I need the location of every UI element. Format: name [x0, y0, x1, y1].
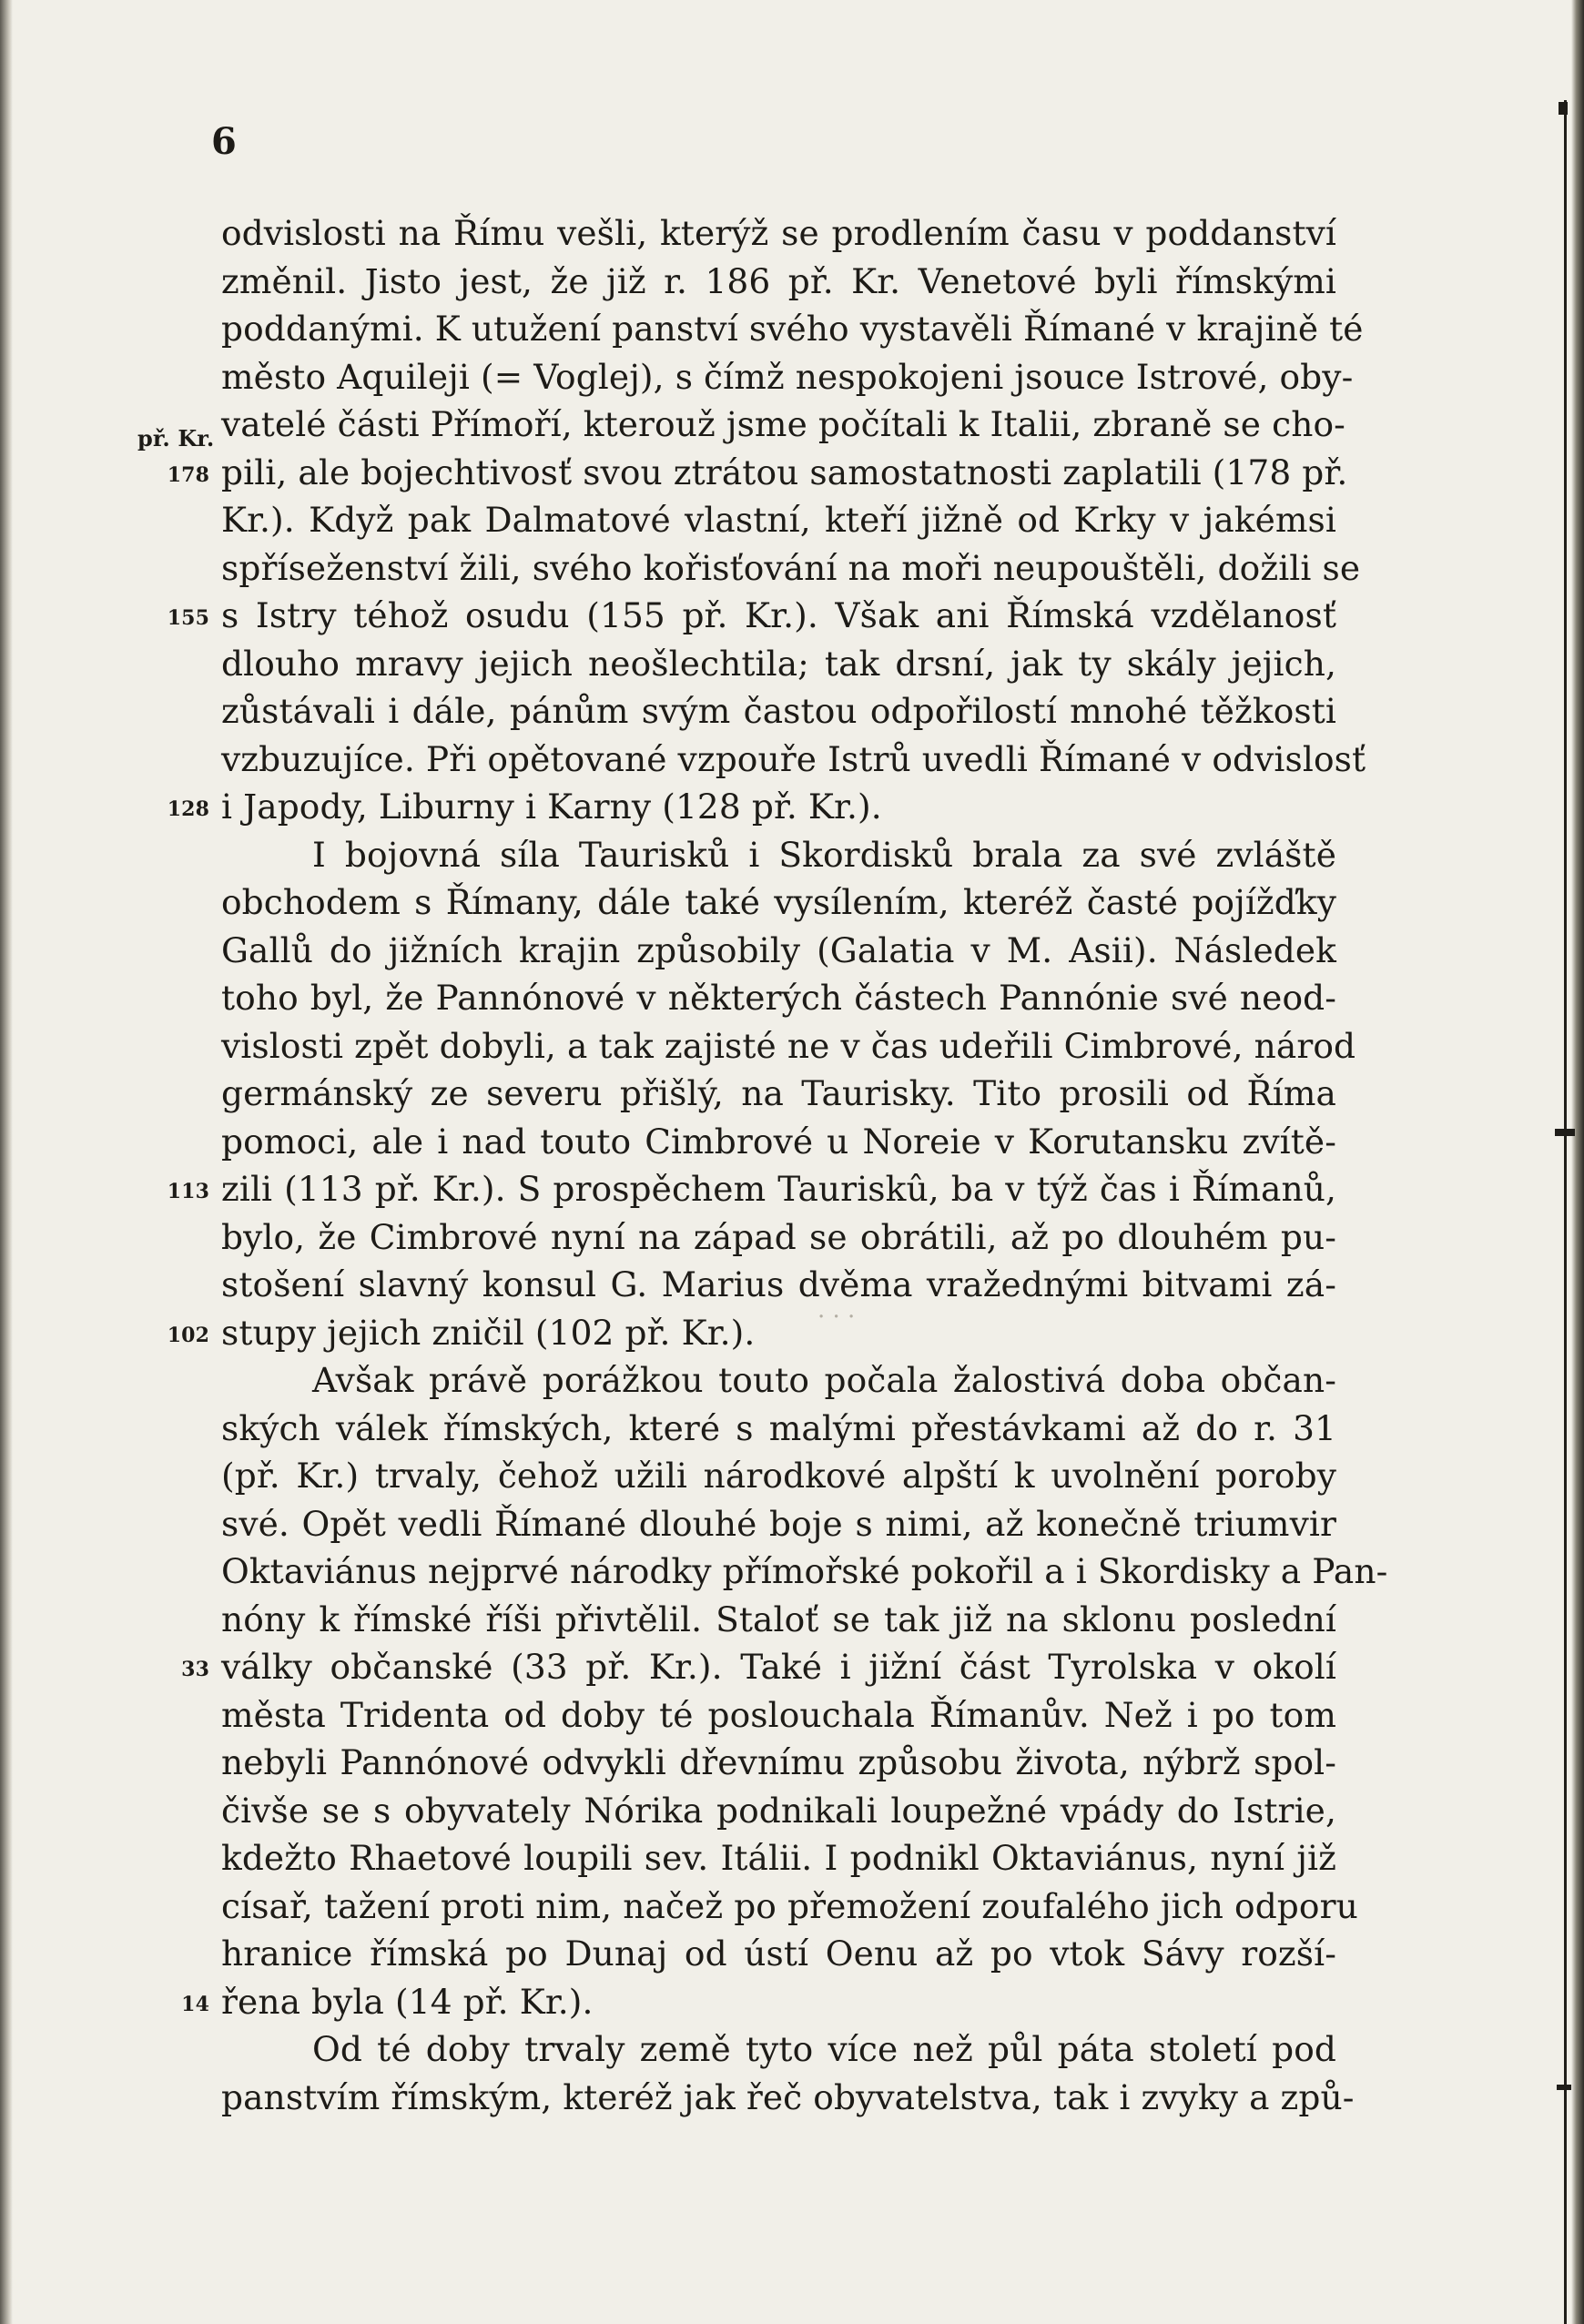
text-line-content: Avšak právě porážkou touto počala žalostivá doba občan- [312, 1360, 1336, 1400]
text-line-content: ských válek římských, které s malými přestávkami až do r. 31 [221, 1407, 1336, 1448]
margin-year-note: 155 [167, 606, 209, 630]
text-line [221, 1883, 1358, 1931]
text-line [167, 783, 1336, 831]
text-line [221, 831, 1336, 879]
text-line-content: kdežto Rhaetové loupili sev. Itálii. I podnikl Oktaviánus, nyní již [221, 1838, 1336, 1878]
text-line-content: Gallů do jižních krajin způsobily (Galatia v M. Asii). Následek [221, 929, 1336, 970]
text-line [221, 258, 1336, 306]
text-line-content: nebyli Pannónové odvykli dřevnímu způsobu života, nýbrž spol- [221, 1742, 1336, 1782]
text-line [221, 1691, 1336, 1740]
ink-mark [1559, 102, 1568, 115]
text-line [221, 1452, 1336, 1500]
text-line-content: Oktaviánus nejprvé národky přímořské pokořil a i Skordisky a Pan- [221, 1551, 1388, 1591]
text-line-content: císař, tažení proti nim, načež po přemožení zoufalého jich odporu [221, 1885, 1358, 1926]
text-line [221, 974, 1336, 1022]
text-line-content: toho byl, že Pannónové v některých částech Pannónie své neod- [221, 978, 1336, 1018]
text-line [221, 401, 1345, 449]
text-line-content: hranice římská po Dunaj od ústí Oenu až po vtok Sávy rozší- [221, 1933, 1336, 1974]
text-line-content: zůstávali i dále, pánům svým častou odpořilostí mnohé těžkosti [221, 691, 1336, 731]
text-line [221, 1500, 1336, 1548]
margin-year-note: 33 [181, 1658, 209, 1681]
text-line-content: (př. Kr.) trvaly, čehož užili národkové alpští k uvolnění poroby [221, 1456, 1336, 1496]
ink-mark [1557, 2085, 1571, 2090]
binding-rule [1564, 100, 1567, 2324]
page-right-edge [1571, 0, 1584, 2324]
body-text [137, 209, 1388, 2121]
text-line-content: obchodem s Římany, dále také vysílením, kteréž časté pojížďky [221, 882, 1336, 922]
margin-year-note: 128 [167, 797, 209, 821]
text-line [221, 1356, 1336, 1405]
text-line [221, 1213, 1336, 1262]
text-line [221, 736, 1366, 784]
margin-year-note: 113 [167, 1180, 209, 1203]
text-line [221, 209, 1336, 258]
text-line [221, 2074, 1355, 2122]
text-line [221, 305, 1364, 353]
ink-mark [1555, 1129, 1575, 1136]
text-line [181, 1643, 1336, 1691]
text-line [167, 1165, 1336, 1213]
text-line [221, 1548, 1388, 1596]
text-line [221, 2025, 1336, 2074]
text-line [221, 1930, 1336, 1978]
text-line [221, 1834, 1336, 1883]
text-line-content: i Japody, Liburny i Karny (128 př. Kr.). [221, 787, 882, 827]
text-line-content: nóny k římské říši přivtělil. Staloť se tak již na sklonu poslední [221, 1598, 1336, 1639]
text-line [221, 1739, 1336, 1787]
text-line-content: dlouho mravy jejich neošlechtila; tak drsní, jak ty skály jejich, [221, 643, 1336, 684]
text-line [221, 496, 1336, 544]
text-line [221, 544, 1361, 593]
text-line-content: vzbuzujíce. Při opětované vzpouře Istrů uvedli Římané v odvislosť [221, 738, 1366, 779]
text-line-content: stupy jejich zničil (102 př. Kr.). [221, 1312, 756, 1353]
text-line [221, 640, 1336, 688]
text-line [221, 1787, 1336, 1835]
text-line-content: vislosti zpět dobyli, a tak zajisté ne v čas udeřili Cimbrové, národ [221, 1025, 1356, 1066]
text-line-content: I bojovná síla Taurisků i Skordisků brala za své zvláště [312, 834, 1336, 875]
margin-year-note: 102 [167, 1323, 209, 1347]
text-line [221, 1022, 1356, 1071]
text-line [167, 592, 1336, 640]
text-line [221, 1596, 1336, 1644]
text-line [221, 927, 1336, 975]
text-line-content: panstvím římským, kteréž jak řeč obyvatelstva, tak i zvyky a způ- [221, 2076, 1355, 2117]
page-number: 6 [211, 120, 237, 163]
text-line-content: bylo, že Cimbrové nyní na západ se obrátili, až po dlouhém pu- [221, 1216, 1336, 1257]
text-line [221, 1070, 1336, 1118]
text-line-content: čivše se s obyvately Nórika podnikali loupežné vpády do Istrie, [221, 1790, 1336, 1831]
text-line-content: pili, ale bojechtivosť svou ztrátou samostatnosti zaplatili (178 př. [221, 452, 1348, 492]
margin-era-label: př. Kr. [137, 424, 215, 452]
text-line-content: své. Opět vedli Římané dlouhé boje s nimi, až konečně triumvir [221, 1503, 1336, 1544]
text-line-content: poddanými. K utužení panství svého vystavěli Římané v krajině té [221, 309, 1364, 349]
faint-marks: · · · [817, 1304, 856, 1331]
text-line-content: s Istry téhož osudu (155 př. Kr.). Však ani Římská vzdělanosť [221, 595, 1336, 635]
text-line-content: město Aquileji (= Voglej), s čímž nespokojeni jsouce Istrové, oby- [221, 356, 1354, 397]
text-line-content: spříseženství žili, svého kořisťování na moři neupouštěli, dožili se [221, 547, 1361, 588]
text-line [221, 687, 1336, 736]
text-line-content: řena byla (14 př. Kr.). [221, 1981, 594, 2022]
margin-year-note: 178 [167, 462, 209, 487]
page-left-edge [0, 0, 13, 2324]
text-line-content: stošení slavný konsul G. Marius dvěma vražednými bitvami zá- [221, 1264, 1336, 1304]
text-line-content: germánský ze severu přišlý, na Taurisky. Tito prosili od Říma [221, 1073, 1336, 1113]
text-line [167, 1309, 1336, 1357]
text-line [221, 1118, 1336, 1166]
text-line [221, 1405, 1336, 1453]
text-line-content: Od té doby trvaly země tyto více než půl páta století pod [312, 2029, 1336, 2069]
text-line [221, 878, 1336, 927]
text-line-content: vatelé části Přímoří, kterouž jsme počítali k Italii, zbraně se cho- [221, 404, 1345, 444]
text-line [181, 1978, 1336, 2026]
text-line [221, 1261, 1336, 1309]
text-line [221, 353, 1354, 401]
text-line-content: Kr.). Když pak Dalmatové vlastní, kteří jižně od Krky v jakémsi [221, 500, 1336, 540]
text-line-content: odvislosti na Římu vešli, kterýž se prodlením času v poddanství [221, 213, 1336, 253]
text-line-content: pomoci, ale i nad touto Cimbrové u Noreie v Korutansku zvítě- [221, 1121, 1336, 1162]
text-line-content: zili (113 př. Kr.). S prospěchem Tauriskû, ba v týž čas i Římanů, [221, 1169, 1336, 1209]
text-line-content: změnil. Jisto jest, že již r. 186 př. Kr. Venetové byli římskými [221, 260, 1336, 301]
margin-year-note: 14 [181, 1992, 209, 2016]
text-line-content: města Tridenta od doby té poslouchala Římanův. Než i po tom [221, 1694, 1336, 1735]
text-line-content: války občanské (33 př. Kr.). Také i jižní část Tyrolska v okolí [221, 1647, 1336, 1687]
